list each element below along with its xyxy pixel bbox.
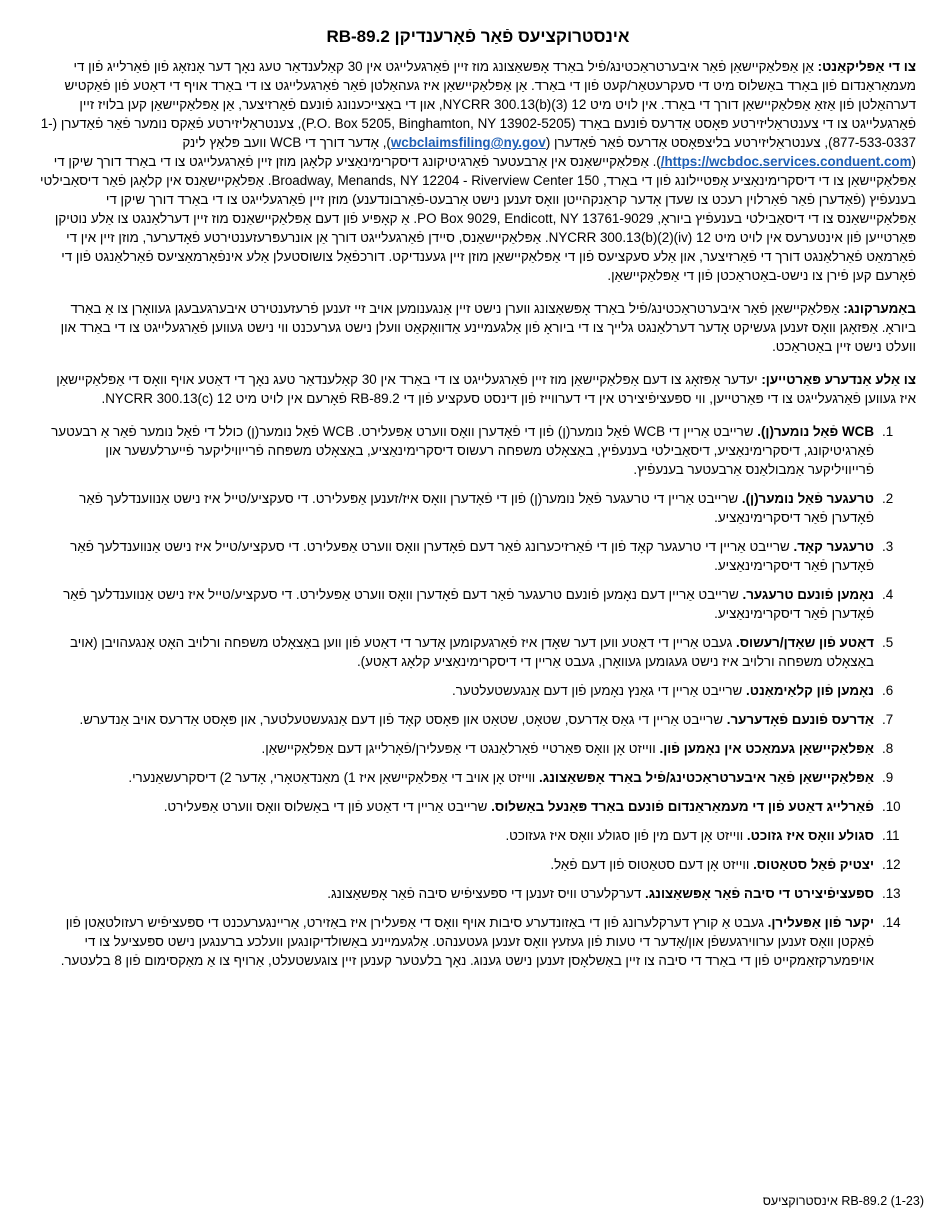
note-section: [40, 299, 916, 356]
item-label: אַדרעס פֿונעם פֿאָדערער.: [726, 712, 874, 727]
item-label: נאָמען פֿון קלאַימאַנט.: [746, 683, 874, 698]
list-item: [40, 585, 916, 623]
item-number: 12.: [882, 857, 901, 872]
item-text: ווייזט אָן וואָס פּאַרטיי פֿאַרלאַנגט די אַפּעלירן/פֿאָרלייגן דעם אַפּלאַקיישאַן.: [261, 741, 660, 756]
applicant-section: [40, 57, 916, 285]
list-item: [40, 681, 916, 700]
item-number: 11.: [882, 828, 900, 843]
item-label: אַפּלאַקיישאַן געמאַכט אין נאָמען פֿון.: [659, 741, 874, 756]
applicant-text-2: ), אָדער דורך די WCB וועב פּלאַץ לינק (: [182, 135, 916, 169]
list-item: [40, 489, 916, 527]
item-number: 8.: [882, 741, 894, 756]
list-item: [40, 739, 916, 758]
list-item: [40, 710, 916, 729]
page-title: אינסטרוקציעס פֿאַר פֿאָרענדיקן RB-89.2: [326, 27, 630, 46]
item-label: דאַטע פֿון שאָדן/רעשוס.: [735, 635, 874, 650]
list-item: [40, 826, 916, 845]
item-text: ווייזט אָן אויב די אַפּלאַקיישאַן איז 1) מאַנדאַטאָרי, אָדער 2) דיסקרעשאַנערי.: [128, 770, 539, 785]
item-label: טרעגער קאָד.: [793, 539, 874, 554]
list-item: [40, 422, 916, 479]
other-parties-text: יעדער אַפּזאָג צו דעם אַפּלאַקיישאַן מוז זיין פֿאַרגעלייגט צו די באַרד אין 30 קאַלענדאַר טעג נאָך די דאַטע אויף וואָס די אַפּלאַקיישאַן איז געווען פֿאַרגעלייגט צו די פּאַרטייען, ווי ספּעציפֿיצירט אין די דערווייז פֿון דינסט סעקציע פֿון די RB-89.2 פֿאָרעם אין לויט מיט 12 NYCRR 300.13(c).: [56, 372, 916, 406]
applicant-text: אַן אַפּלאַקייש‏אַן פֿאַר איבערטראַכטינג/פֿיל באַרד אָפּשאַצונג מוז זיין פֿאַרגעלייגט אין 30 קאַלענדאַר טעג נאָך דער אָנזאָג פֿון פֿאַרלייג פֿון די מעמאַראַנדום פֿון באַרד באַשלוס מיט די סעקרעטאַר/קעט פֿון די באַרד. אַן אַפּלאַקיישאַן איז געהאַלטן פֿאַר פֿאַרגעלייגט צו די באַרד אויף די דאַטע פֿון פֿאַקטיש דערהאַלטן פֿון אַזאַ אַפּלאַקייש‏אַן דורך די באַרד. אין לויט מיט 12 NYCRR 300.13(b)(3), און די באַצייכענונג פֿונעם פֿאַרזיצער, אַן אַפּלאַקיישאַן קען בלויז זיין פֿאַרגעלייגט צו די צענטראַליזירטע פּאָסט אַדרעס פֿונעם באַרד (P.O. Box 5205, Binghamton, NY 13902-5205), צענטראַליזירטע פֿאַקס נומער פֿאַר פֿאַדערן (1-877-533-0337), צענטראַליזירטע בליצפּאָסט אַדרעס פֿאַר פֿאַדערן (: [40, 59, 916, 150]
item-label: ספּעציפֿיצירט די סיבה פֿאַר אָפּשאַצונג.: [645, 886, 874, 901]
item-text: שרייבט אַריין דעם נאָמען פֿונעם טרעגער פֿאַר דעם פֿאָדערן וואָס ווערט אַפּעלירט. די סעקציע/טייל איז נישט אַנווענדלעך פֿאַר פֿאָדערן פֿאַר דיסקרימינאַציע.: [63, 587, 874, 621]
item-text: ווייזט אָן דעם סטאַטוס פֿון דעם פֿאַל.: [550, 857, 754, 872]
item-number: 10.: [882, 799, 901, 814]
item-label: יצטיק פֿאַל סטאַטוס.: [753, 857, 874, 872]
item-label: WCB פֿאַל נומער(ן).: [757, 424, 874, 439]
item-text: שרייבט אַריין די גאַנץ נאָמען פֿון דעם אַנגעשטעלטער.: [451, 683, 747, 698]
item-number: 14.: [882, 915, 901, 930]
item-number: 4.: [882, 587, 894, 602]
list-item: [40, 855, 916, 874]
item-text: שרייבט אַריין די גאַס אַדרעס, שטאָט, שטאַט און פּאָסט קאָד פֿון דעם אַנגעשטעלטער, און פּאָסט אַדרעס אויב אַנדערש.: [79, 712, 727, 727]
email-link[interactable]: wcbclaimsfiling@ny.gov: [390, 135, 546, 150]
item-number: 7.: [882, 712, 894, 727]
item-text: ווייזט אָן דעם מין פֿון סגולע וואָס איז געזוכט.: [505, 828, 747, 843]
list-item: [40, 884, 916, 903]
applicant-heading: צו די אַפּליקאַנט:: [817, 59, 916, 74]
item-number: 13.: [882, 886, 901, 901]
item-label: אַפּלאַקיישאַן פֿאַר איבערטראַכטינג/פֿיל באַרד אָפּשאַצונג.: [539, 770, 874, 785]
item-text: געבט אַריין די דאַטע ווען דער שאָדן איז פֿאַרגעקומען אָדער די דאַטע פֿון ווען באַצאָלט משפחה ורלויב האָט אָנגעהויבן (אויב באַצאָלט משפחה ורלויב איז נישט געגומען געוואָרן, געבט אַריין די דיסקרימינאַציע קלאָג דאַטע).: [70, 635, 874, 669]
item-number: 6.: [882, 683, 894, 698]
item-number: 1.: [882, 424, 894, 439]
web-portal-link[interactable]: https://wcbdoc.services.conduent.com/: [660, 154, 912, 169]
item-number: 2.: [882, 491, 894, 506]
applicant-text-3: ). אַפּלאַקיישאַנס אין אַרבעטער פֿאַרגיטיקונג דיסקרימינאַציע קלאָגן מוזן זיין פֿאַרגעלייגט צו די באַרד דורך שיקן די אַפּלאַקיישאַן צו די דיסקרימינאַציע אָפּטיילונג פֿון די באַרד, 150 Broadway, Menands, NY 12204 - Riverview Center. אַפּלאַקיישאַנס אין קלאָגן פֿאַר דיסאַבילטי בענעפֿיץ (פֿאַדערן פֿאַר פֿאַרלוין רעכט צו שעדן אָדער קראַנקהייטן וואָס זענען נישט אַרבעט-פֿאַרבונדענע) מוזן זיין פֿאַרגעלייגט צו די באַרד דורך שיקן די אַפּלאַקיישאַנס צו די דיסאַבילטי בענעפֿיץ ביוראָ, PO Box 9029, Endicott, NY 13761-9029. אַ קאָפּיע פֿון דעם אַפּלאַקיישאַנס מוז זיין דערלאַנגט צו אַלע נוטיקן פּאַרטייען פֿון אינטערעס אין לויט מיט 12 NYCRR 300.13(b)(2)(iv). אַפּלאַקיישאַנס, סיידן פֿאַרגעלייגט דורך אַן אונרעפּרעזענטירטע פֿאָדערער, מוזן זיין אין די פֿאַרמאַט פֿאַרלאַנגט דורך די פֿאַרזיצער, און אַלע סעקציעס פֿון די אַפּלאַקיישאַן מוזן זיין געענדיקט. דורכפֿאַל צושוסטעלן אַלע אינפֿאָרמאַציעס פֿאַרלאַנגט פֿון די פֿאָרעם קען פֿירן צו נישט-באַטראַכטן פֿון די אַפּלאַקיישאַן.: [40, 154, 916, 283]
item-label: סגולע וואָס איז גזוכט.: [746, 828, 874, 843]
item-text: שרייבט אַריין די טרעגער פֿאַל נומער(ן) פֿון די פֿאָדערן וואָס איז/זענען אַפּעלירט. די סעקציע/טייל איז נישט אַנווענדלעך פֿאַר פֿאָדערן פֿאַר דיסקרימינאַציע.: [79, 491, 874, 525]
item-number: 9.: [882, 770, 894, 785]
item-text: שרייבט אַריין די דאַטע פֿון די באַשלוס וואָס ווערט אַפּעלירט.: [163, 799, 492, 814]
item-text: שרייבט אַריין די טרעגער קאָד פֿון די פֿאַרזיכערונג פֿאַר דעם פֿאָדערן וואָס ווערט אַפּעלירט. די סעקציע/טייל איז נישט אַנווענדלעך פֿאַר פֿאָדערן פֿאַר דיסקרימינאַציע.: [70, 539, 874, 573]
list-item: [40, 797, 916, 816]
note-text: אַפּלאַקיישאַן פֿאַר איבערטראַכטינג/פֿיל באַרד אָפּשאַצונג װערן נישט זיין אַנגענומען אויב זיי זענען פֿרעזענטירט איבערגעבעגן געוואָרן צו אַ באַרד ביוראָ. אַפּזאָגן װאָס זענען געשיקט אָדער דערלאַנגט גלייך צו די ביוראָ פֿון אַלגעמיינע אַדוואָקאַט װעלן נישט גערעכנט ווי נישט געווען פֿאַרגעלייגט צו די באַרד און וועלט נישט זיין באַטראַכט.: [60, 301, 916, 354]
item-number: 3.: [882, 539, 894, 554]
other-parties-section: [40, 370, 916, 408]
item-text: דערקלערט וויס זענען די ספּעציפֿיש סיבה פֿאַר אָפּשאַצונג.: [327, 886, 646, 901]
list-item: [40, 633, 916, 671]
item-label: פֿאַרלייג דאַטע פֿון די מעמאַראַנדום פֿונעם באַרד פּאַנעל באַשלוס.: [491, 799, 874, 814]
item-label: נאָמען פֿונעם טרעגער.: [742, 587, 874, 602]
item-number: 5.: [882, 635, 894, 650]
item-text: שרייבט אַריין די WCB פֿאַל נומער(ן) פֿון די פֿאָדערן וואָס ווערט אַפּעלירט. WCB פֿאַל נומער(ן) כולל די פֿאַל נומער פֿאַר אַ רבעטער פֿאַרגיטיקונג, דיסקרימינאַציע, דיסאַבילטי בענעפֿיץ, באַצאָלט משפחה רעשוס דיסקרימינאַציע, באַצאָלט משפּחה פֿרייוויליקער פֿייערלעשער און פֿרייוויליקער אַמבולאַנס אַרבעטער בענעפֿיץ.: [51, 424, 874, 477]
item-label: טרעגער פֿאַל נומער(ן).: [741, 491, 874, 506]
item-label: יקער פֿון אַפּעלירן.: [767, 915, 874, 930]
list-item: [40, 768, 916, 787]
form-footer: RB-89.2 (1-23) אינסטרוקציעס: [762, 1194, 924, 1208]
instruction-list: [40, 422, 916, 970]
list-item: [40, 913, 916, 970]
other-parties-heading: צו אַלע אַנדערע פּאַרטייען:: [761, 372, 916, 387]
note-heading: באַמערקונג:: [843, 301, 916, 316]
list-item: [40, 537, 916, 575]
item-text: געבט אַ קורץ דערקלערונג פֿון די באַזונדערע סיבות אויף וואָס די אַפּעלירן איז באַזירט, אַריינגערעכנט די ספּעציפֿיש רעזולטאַטן פֿון פֿאַקטן וואָס זענען ערווירגעשפֿן און/אָדער די טעות פֿון געזעץ וואָס זענען געטענהט. אַלגעמיינע באַשולדיקונגען וועלכע ברענגען נישט ספּעציעל צו די אויפמערקזאַמקייט פֿון די באַרד די סיבה צו זיין באַשלאָסן זענען נישט גענוג. נאָך בלעטער קענען זיין צוגעשטעלט, אַרויף צו אַ מאַקסימום פֿון 8 בלעטער.: [60, 915, 874, 968]
